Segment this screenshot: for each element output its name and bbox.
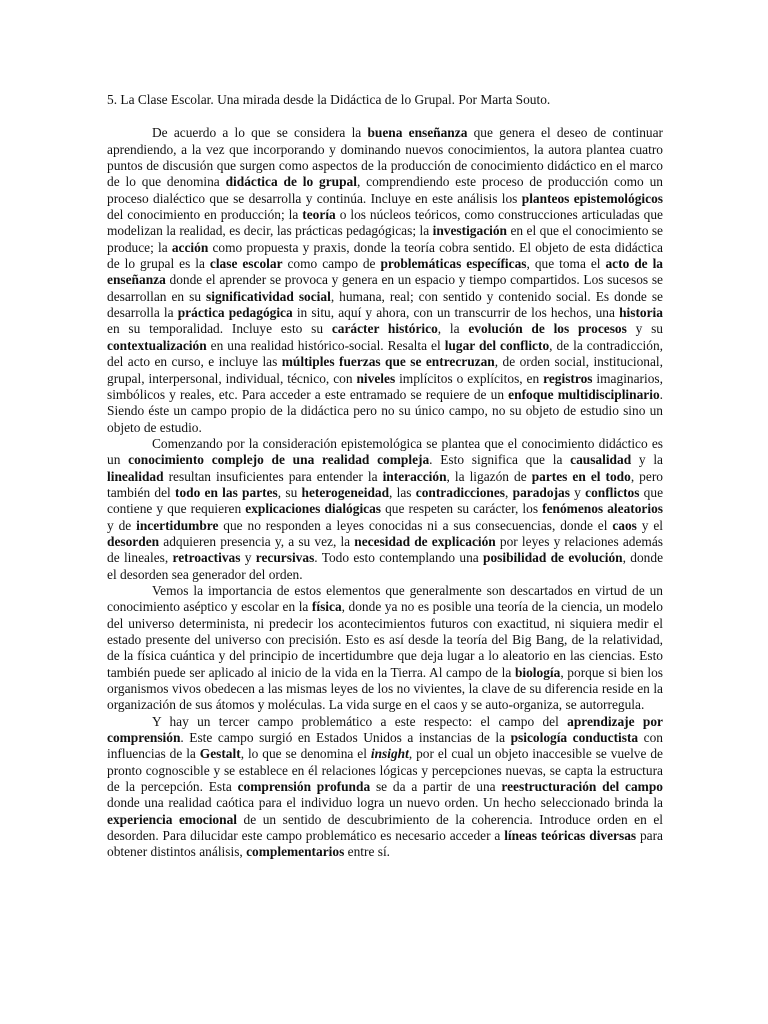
text-run: y su xyxy=(626,321,663,337)
bold-term: heterogeneidad xyxy=(301,484,390,500)
text-run: De acuerdo a lo que se considera la xyxy=(152,125,368,141)
bold-term: todo en las partes xyxy=(175,484,278,500)
text-run: . Esto significa que la xyxy=(429,452,571,468)
text-run: y el xyxy=(636,517,663,533)
bold-term: clase escolar xyxy=(209,256,283,272)
bold-term: fenómenos aleatorios xyxy=(542,501,663,517)
bold-term: incertidumbre xyxy=(136,517,219,533)
bold-term: planteos epistemológicos xyxy=(521,190,663,206)
text-run: , porque si bien los organismos vivos obedecen a las mismas leyes de los no vivientes, la clave de su diferencia reside en la organización de sus átomos y moléculas. La vida surge en el caos y se auto-organiza, se autorregula. xyxy=(107,664,663,713)
text-run: que genera el deseo de continuar aprendiendo, a la vez que incorporando y dominando nuevos conocimientos, la autora plantea cuatro puntos de discusión que surgen como aspectos de la producción de conocimiento didáctico en el marco de lo que denomina xyxy=(107,125,663,190)
bold-term: evolución de los procesos xyxy=(468,321,627,337)
bold-term: recursivas xyxy=(255,550,315,566)
text-run: . Todo esto contemplando una xyxy=(314,550,484,566)
text-run: imaginarios, simbólicos y reales, etc. Para acceder a este entramado se requiere de un xyxy=(107,370,663,402)
bold-term: acción xyxy=(171,239,209,255)
text-run: implícitos o explícitos, en xyxy=(395,370,544,386)
paragraph-1 xyxy=(107,125,663,436)
bold-term: conflictos xyxy=(585,484,640,500)
bold-term: didáctica de lo grupal xyxy=(225,174,357,190)
bold-term: física xyxy=(311,599,342,615)
text-run: in situ, aquí y ahora, con un transcurrir de los hechos, una xyxy=(292,305,620,321)
text-run: , de orden social, institucional, grupal, interpersonal, individual, técnico, con xyxy=(107,354,664,386)
paragraph-4 xyxy=(107,714,663,861)
paragraph-2 xyxy=(107,436,663,583)
text-run: que respeten su carácter, los xyxy=(381,501,543,517)
text-run: , pero también del xyxy=(107,468,663,500)
bold-term: buena enseñanza xyxy=(367,125,468,141)
text-run: se da a partir de una xyxy=(370,779,502,795)
text-run: o los núcleos teóricos, como construcciones articuladas que modelizan la realidad, es decir, las prácticas pedagógicas; la xyxy=(107,207,663,239)
text-run: como propuesta y praxis, donde la teoría cobra sentido. El objeto de esta didáctica de lo grupal es la xyxy=(107,239,663,272)
bold-term: problemáticas específicas xyxy=(380,256,527,272)
bold-term: explicaciones dialógicas xyxy=(245,501,382,517)
bold-term: registros xyxy=(543,370,593,386)
bold-term: niveles xyxy=(356,370,396,386)
bold-term: investigación xyxy=(432,223,508,239)
text-run: , la xyxy=(437,321,469,337)
text-run: en el que el conocimiento se produce; la xyxy=(107,223,663,255)
text-run: , que toma el xyxy=(526,256,606,272)
text-run: , donde ya no es posible una teoría de la ciencia, un modelo del universo determinista, ni predecir los acontecimientos futuros con exactitud, ni siquiera medir el estado presente del universo con precisión. Esto es así desde la teoría del Big Bang, de la relatividad, de la física cuántica y del principio de incertidumbre que deja lugar a lo aleatorio en las ciencias. Esto también puede ser aplicado al inicio de la vida en la Tierra. Al campo de la xyxy=(107,599,663,680)
bold-term: conocimiento complejo de una realidad compleja xyxy=(128,452,430,468)
bold-term: comprensión profunda xyxy=(237,779,371,795)
bold-term: contextualización xyxy=(107,337,207,353)
document-page xyxy=(107,92,663,861)
text-run: , donde el desorden sea generador del orden. xyxy=(107,550,664,582)
document-title: 5. La Clase Escolar. Una mirada desde la Didáctica de lo Grupal. Por Marta Souto. xyxy=(107,92,551,107)
bold-term: psicología conductista xyxy=(510,730,639,746)
text-run: y xyxy=(569,484,586,500)
text-run: Vemos la importancia de estos elementos que generalmente son descartados en virtud de un conocimiento aséptico y escolar en la xyxy=(107,582,663,615)
text-run: en su temporalidad. Incluye esto su xyxy=(107,321,332,337)
bold-term: Gestalt xyxy=(199,746,241,762)
bold-term: acto de la enseñanza xyxy=(107,256,664,288)
text-run: y la xyxy=(631,452,663,468)
text-run: donde el aprender se provoca y genera en un espacio y tiempo compartidos. Los sucesos se desarrollan en su xyxy=(107,272,663,304)
bold-term: partes en el todo xyxy=(531,468,631,484)
bold-term: retroactivas xyxy=(172,550,241,566)
bold-term: múltiples fuerzas que se entrecruzan xyxy=(281,354,495,370)
bold-term: contradicciones xyxy=(415,484,506,500)
bold-term: interacción xyxy=(382,468,447,484)
bold-term: biología xyxy=(514,664,561,680)
bold-term: líneas teóricas diversas xyxy=(504,828,637,844)
bold-term: complementarios xyxy=(246,844,345,860)
text-run: donde una realidad caótica para el individuo logra un nuevo orden. Un hecho seleccionado brinda la xyxy=(107,795,663,811)
text-run: , lo que se denomina el xyxy=(240,746,371,762)
text-run: que no responden a leyes conocidas ni a sus consecuencias, donde el xyxy=(218,517,613,533)
text-run: para obtener distintos análisis, xyxy=(107,828,663,860)
text-run: adquieren presencia y, a su vez, la xyxy=(159,533,355,549)
bold-term: enfoque multidisciplinario xyxy=(508,386,660,402)
bold-term: desorden xyxy=(107,533,160,549)
text-run: , la ligazón de xyxy=(446,468,532,484)
bold-term: aprendizaje por comprensión xyxy=(107,713,663,746)
text-run: y de xyxy=(107,517,137,533)
bold-term: caos xyxy=(612,517,637,533)
text-run: por leyes y relaciones además de lineales, xyxy=(107,533,663,566)
text-run: Comenzando por la consideración epistemológica se plantea que el conocimiento didáctico es un xyxy=(107,435,663,468)
text-run: , xyxy=(505,484,513,500)
bold-term: experiencia emocional xyxy=(107,811,237,827)
text-run: , las xyxy=(389,484,416,500)
bold-term: teoría xyxy=(302,207,336,223)
bold-term: historia xyxy=(619,305,663,321)
text-run: con influencias de la xyxy=(107,730,663,762)
text-run: de un sentido de descubrimiento de la coherencia. Introduce orden en el desorden. Para dilucidar este campo problemático es necesario acceder a xyxy=(107,811,663,844)
text-run: , comprendiendo este proceso de producción como un proceso dialéctico que se desarrolla y continúa. Incluye en este análisis los xyxy=(107,174,663,206)
bold-term: lugar del conflicto xyxy=(444,337,550,353)
text-run: entre sí. xyxy=(344,844,391,860)
bold-term: necesidad de explicación xyxy=(354,533,496,549)
paragraph-3 xyxy=(107,583,663,714)
bold-term: causalidad xyxy=(570,452,632,468)
text-run: , por el cual un objeto inaccesible se vuelve de pronto cognoscible y se establece en él relaciones lógicas y percepciones nuevas, se capta la estructura de la percepción. Esta xyxy=(107,746,663,795)
document-body xyxy=(107,125,663,860)
text-run: resultan insuficientes para entender la xyxy=(163,468,383,484)
text-run: Y hay un tercer campo problemático a este respecto: el campo del xyxy=(152,713,568,729)
text-run: en una realidad histórico-social. Resalta el xyxy=(206,337,445,353)
bold-term: linealidad xyxy=(107,468,164,484)
bold-term: posibilidad de evolución xyxy=(483,550,623,566)
text-run: del conocimiento en producción; la xyxy=(107,207,303,223)
text-run: como campo de xyxy=(282,256,381,272)
emphasized-term: insight xyxy=(370,746,409,762)
text-run: . Siendo éste un campo propio de la didáctica pero no su único campo, no su objeto de estudio sino un objeto de estudio. xyxy=(107,386,663,435)
bold-term: paradojas xyxy=(512,484,570,500)
text-run: , de la contradicción, del acto en curso, e incluye las xyxy=(107,337,664,370)
text-run: . Este campo surgió en Estados Unidos a instancias de la xyxy=(180,730,511,746)
text-run: , humana, real; con sentido y contenido social. Es donde se desarrolla la xyxy=(107,288,663,321)
bold-term: práctica pedagógica xyxy=(177,305,293,321)
text-run: y xyxy=(240,550,256,566)
text-run: , su xyxy=(277,484,302,500)
text-run: que contiene y que requieren xyxy=(107,484,664,517)
bold-term: carácter histórico xyxy=(331,321,438,337)
bold-term: reestructuración del campo xyxy=(501,779,663,795)
bold-term: significatividad social xyxy=(206,288,331,304)
